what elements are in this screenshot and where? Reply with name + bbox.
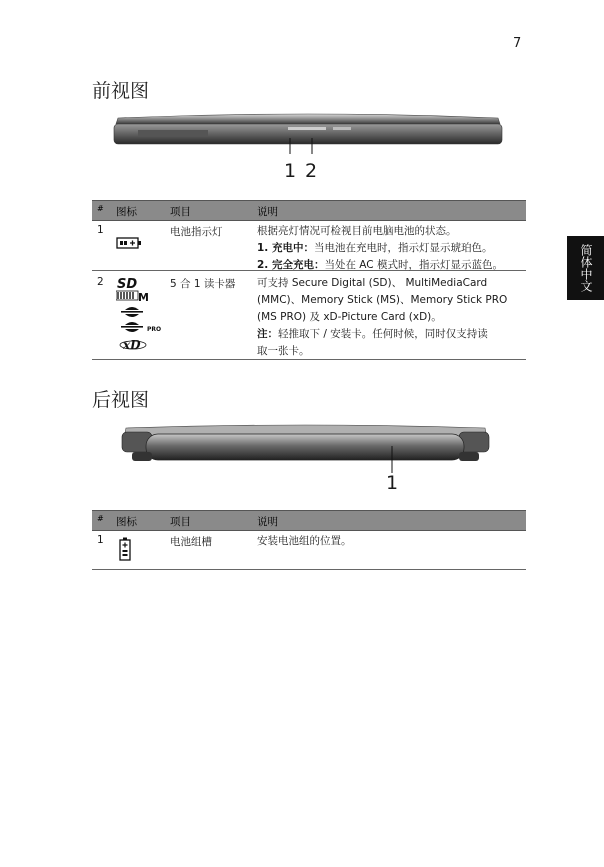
row-desc: [257, 275, 525, 360]
row-desc: 安装电池组的位置。: [257, 535, 352, 547]
mmc-logo-icon: [116, 290, 150, 302]
rear-view-laptop-image: [118, 418, 493, 493]
svg-text:M: M: [138, 291, 149, 302]
svg-text:xD: xD: [123, 338, 141, 352]
header-desc: 说明: [257, 206, 278, 218]
desc-line: 可支持 Secure Digital (SD)、 MultiMediaCard: [257, 277, 488, 289]
desc-line: (MS PRO) 及 xD-Picture Card (xD)。: [257, 311, 442, 323]
memory-stick-pro-logo-icon: [118, 320, 164, 334]
header-num: #: [97, 204, 104, 213]
svg-text:PRO: PRO: [147, 326, 162, 333]
row-item: 5 合 1 读卡器: [170, 278, 236, 290]
table-row: [92, 271, 526, 360]
desc-point-1: 1. 充电中：当电池在充电时，指示灯显示琥珀色。: [257, 242, 493, 254]
rear-view-title: 后视图: [92, 389, 150, 411]
table-row: [92, 221, 526, 271]
table-header: [92, 510, 526, 531]
svg-text:SD: SD: [117, 277, 138, 290]
header-desc: 说明: [257, 516, 278, 528]
row-num: 2: [97, 276, 104, 288]
desc-text: 根据亮灯情况可检视目前电脑电池的状态。: [257, 225, 457, 237]
desc-line: (MMC)、Memory Stick (MS)、Memory Stick PRO: [257, 294, 508, 306]
page-number: 7: [513, 36, 522, 51]
rear-callout-1: 1: [386, 472, 399, 494]
header-item: 项目: [170, 206, 191, 218]
front-view-table: [92, 200, 526, 360]
table-row: [92, 531, 526, 570]
row-item: 电池指示灯: [170, 226, 223, 238]
card-logos: [116, 276, 162, 356]
xd-logo-icon: [118, 337, 150, 353]
memory-stick-logo-icon: [118, 305, 148, 319]
desc-point-2: 2. 完全充电：当处在 AC 模式时，指示灯显示蓝色。: [257, 259, 503, 271]
header-icon: 图标: [116, 516, 137, 528]
note-line: 注：轻推取下 / 安装卡。任何时候，同时仅支持读: [257, 328, 488, 340]
header-icon: 图标: [116, 206, 137, 218]
header-item: 项目: [170, 516, 191, 528]
battery-bay-icon: [119, 537, 131, 564]
front-callout-2: 2: [305, 160, 318, 182]
front-callout-1: 1: [284, 160, 297, 182]
row-desc: [257, 223, 525, 274]
table-header: [92, 200, 526, 221]
row-num: 1: [97, 224, 104, 236]
sd-logo-icon: [116, 276, 140, 290]
row-num: 1: [97, 534, 104, 546]
rear-view-table: [92, 510, 526, 570]
header-num: #: [97, 514, 104, 523]
note-line: 取一张卡。: [257, 345, 310, 357]
language-side-tab: 简体中文: [567, 236, 604, 300]
row-item: 电池组槽: [170, 536, 212, 548]
battery-indicator-icon: [116, 237, 142, 252]
front-view-title: 前视图: [92, 80, 150, 102]
